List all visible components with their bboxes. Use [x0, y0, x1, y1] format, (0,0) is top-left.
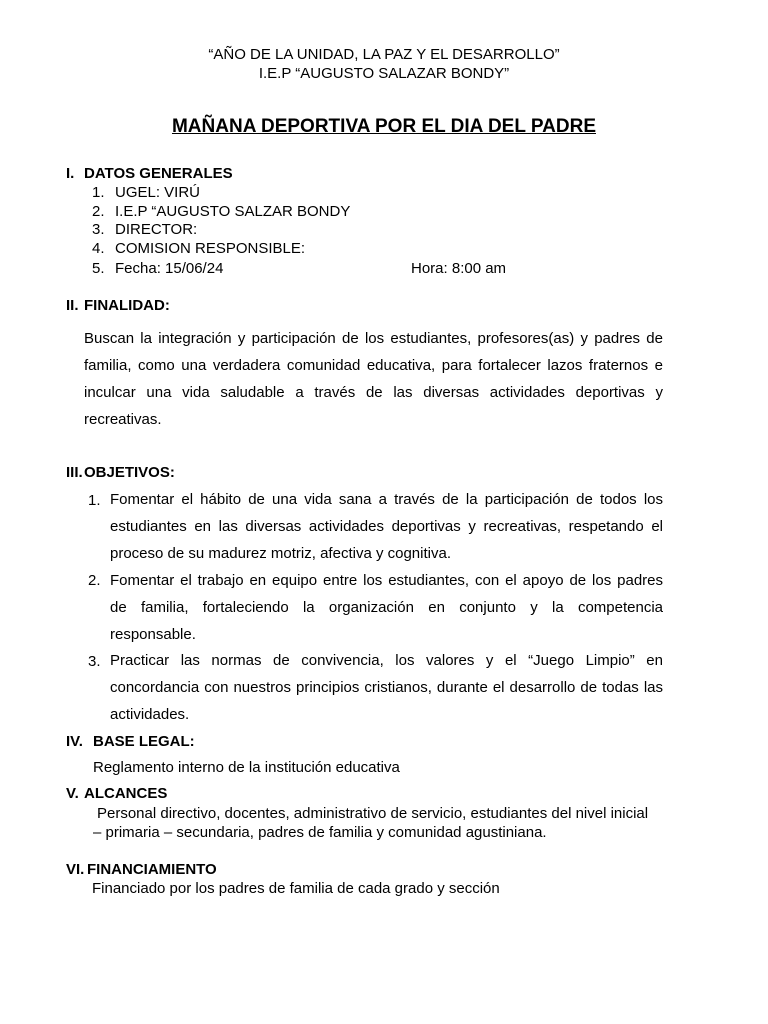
list-item-number: 2.	[88, 572, 101, 589]
section-heading: BASE LEGAL:	[93, 733, 195, 750]
list-item-line: concordancia con nuestros principios cristianos, durante el desarrollo de todas las	[110, 679, 663, 696]
list-item-line: actividades.	[110, 706, 190, 723]
section-line: Personal directivo, docentes, administrativo de servicio, estudiantes del nivel inicial	[97, 805, 649, 822]
list-item-text: COMISION RESPONSIBLE:	[115, 240, 306, 257]
section-number: VI.	[66, 861, 85, 878]
paragraph-line: recreativas.	[84, 411, 162, 428]
section-number: III.	[66, 464, 83, 481]
list-item-line: responsable.	[110, 626, 196, 643]
paragraph-line: familia, como una verdadera comunidad educativa, para fortalecer lazos fraternos e	[84, 357, 663, 374]
list-item-number: 1.	[92, 184, 105, 201]
list-item-number: 5.	[92, 260, 105, 277]
section-heading: ALCANCES	[84, 785, 168, 802]
list-item-number: 4.	[92, 240, 105, 257]
section-text: Reglamento interno de la institución educativa	[93, 759, 400, 776]
list-item-text: UGEL: VIRÚ	[115, 184, 201, 201]
section-number: IV.	[66, 733, 83, 750]
section-number: II.	[66, 297, 79, 314]
section-number: V.	[66, 785, 79, 802]
section-heading: FINALIDAD:	[84, 297, 170, 314]
section-text: Financiado por los padres de familia de cada grado y sección	[92, 880, 500, 897]
hora-text: Hora: 8:00 am	[411, 260, 507, 277]
section-line: – primaria – secundaria, padres de familia y comunidad agustiniana.	[93, 824, 547, 841]
list-item-number: 1.	[88, 492, 101, 509]
paragraph-line: Buscan la integración y participación de los estudiantes, profesores(as) y padres de	[84, 330, 663, 347]
section-number: I.	[66, 165, 75, 182]
list-item-line: estudiantes en las diversas actividades deportivas y recreativas, respetando el	[110, 518, 663, 535]
list-item-line: de familia, fortaleciendo la organización en conjunto y la competencia	[110, 599, 663, 616]
list-item-line: Practicar las normas de convivencia, los valores y el “Juego Limpio” en	[110, 652, 663, 669]
list-item-line: Fomentar el trabajo en equipo entre los estudiantes, con el apoyo de los padres	[110, 572, 663, 589]
header-line-1: “AÑO DE LA UNIDAD, LA PAZ Y EL DESARROLLO”	[208, 46, 560, 63]
document-title: MAÑANA DEPORTIVA POR EL DIA DEL PADRE	[171, 116, 596, 137]
paragraph-line: inculcar una vida saludable a través de las diversas actividades deportivas y	[84, 384, 663, 401]
header-line-2: I.E.P “AUGUSTO SALAZAR BONDY”	[258, 65, 510, 82]
list-item-text: DIRECTOR:	[115, 221, 198, 238]
list-item-number: 3.	[88, 653, 101, 670]
list-item-number: 2.	[92, 203, 105, 220]
list-item-line: proceso de su madurez motriz, afectiva y cognitiva.	[110, 545, 451, 562]
list-item-text: Fecha: 15/06/24	[115, 260, 224, 277]
list-item-line: Fomentar el hábito de una vida sana a través de la participación de todos los	[110, 491, 663, 508]
section-heading: DATOS GENERALES	[84, 165, 233, 182]
list-item-text: I.E.P “AUGUSTO SALZAR BONDY	[115, 203, 351, 220]
section-heading: FINANCIAMIENTO	[87, 861, 217, 878]
list-item-number: 3.	[92, 221, 105, 238]
section-heading: OBJETIVOS:	[84, 464, 175, 481]
